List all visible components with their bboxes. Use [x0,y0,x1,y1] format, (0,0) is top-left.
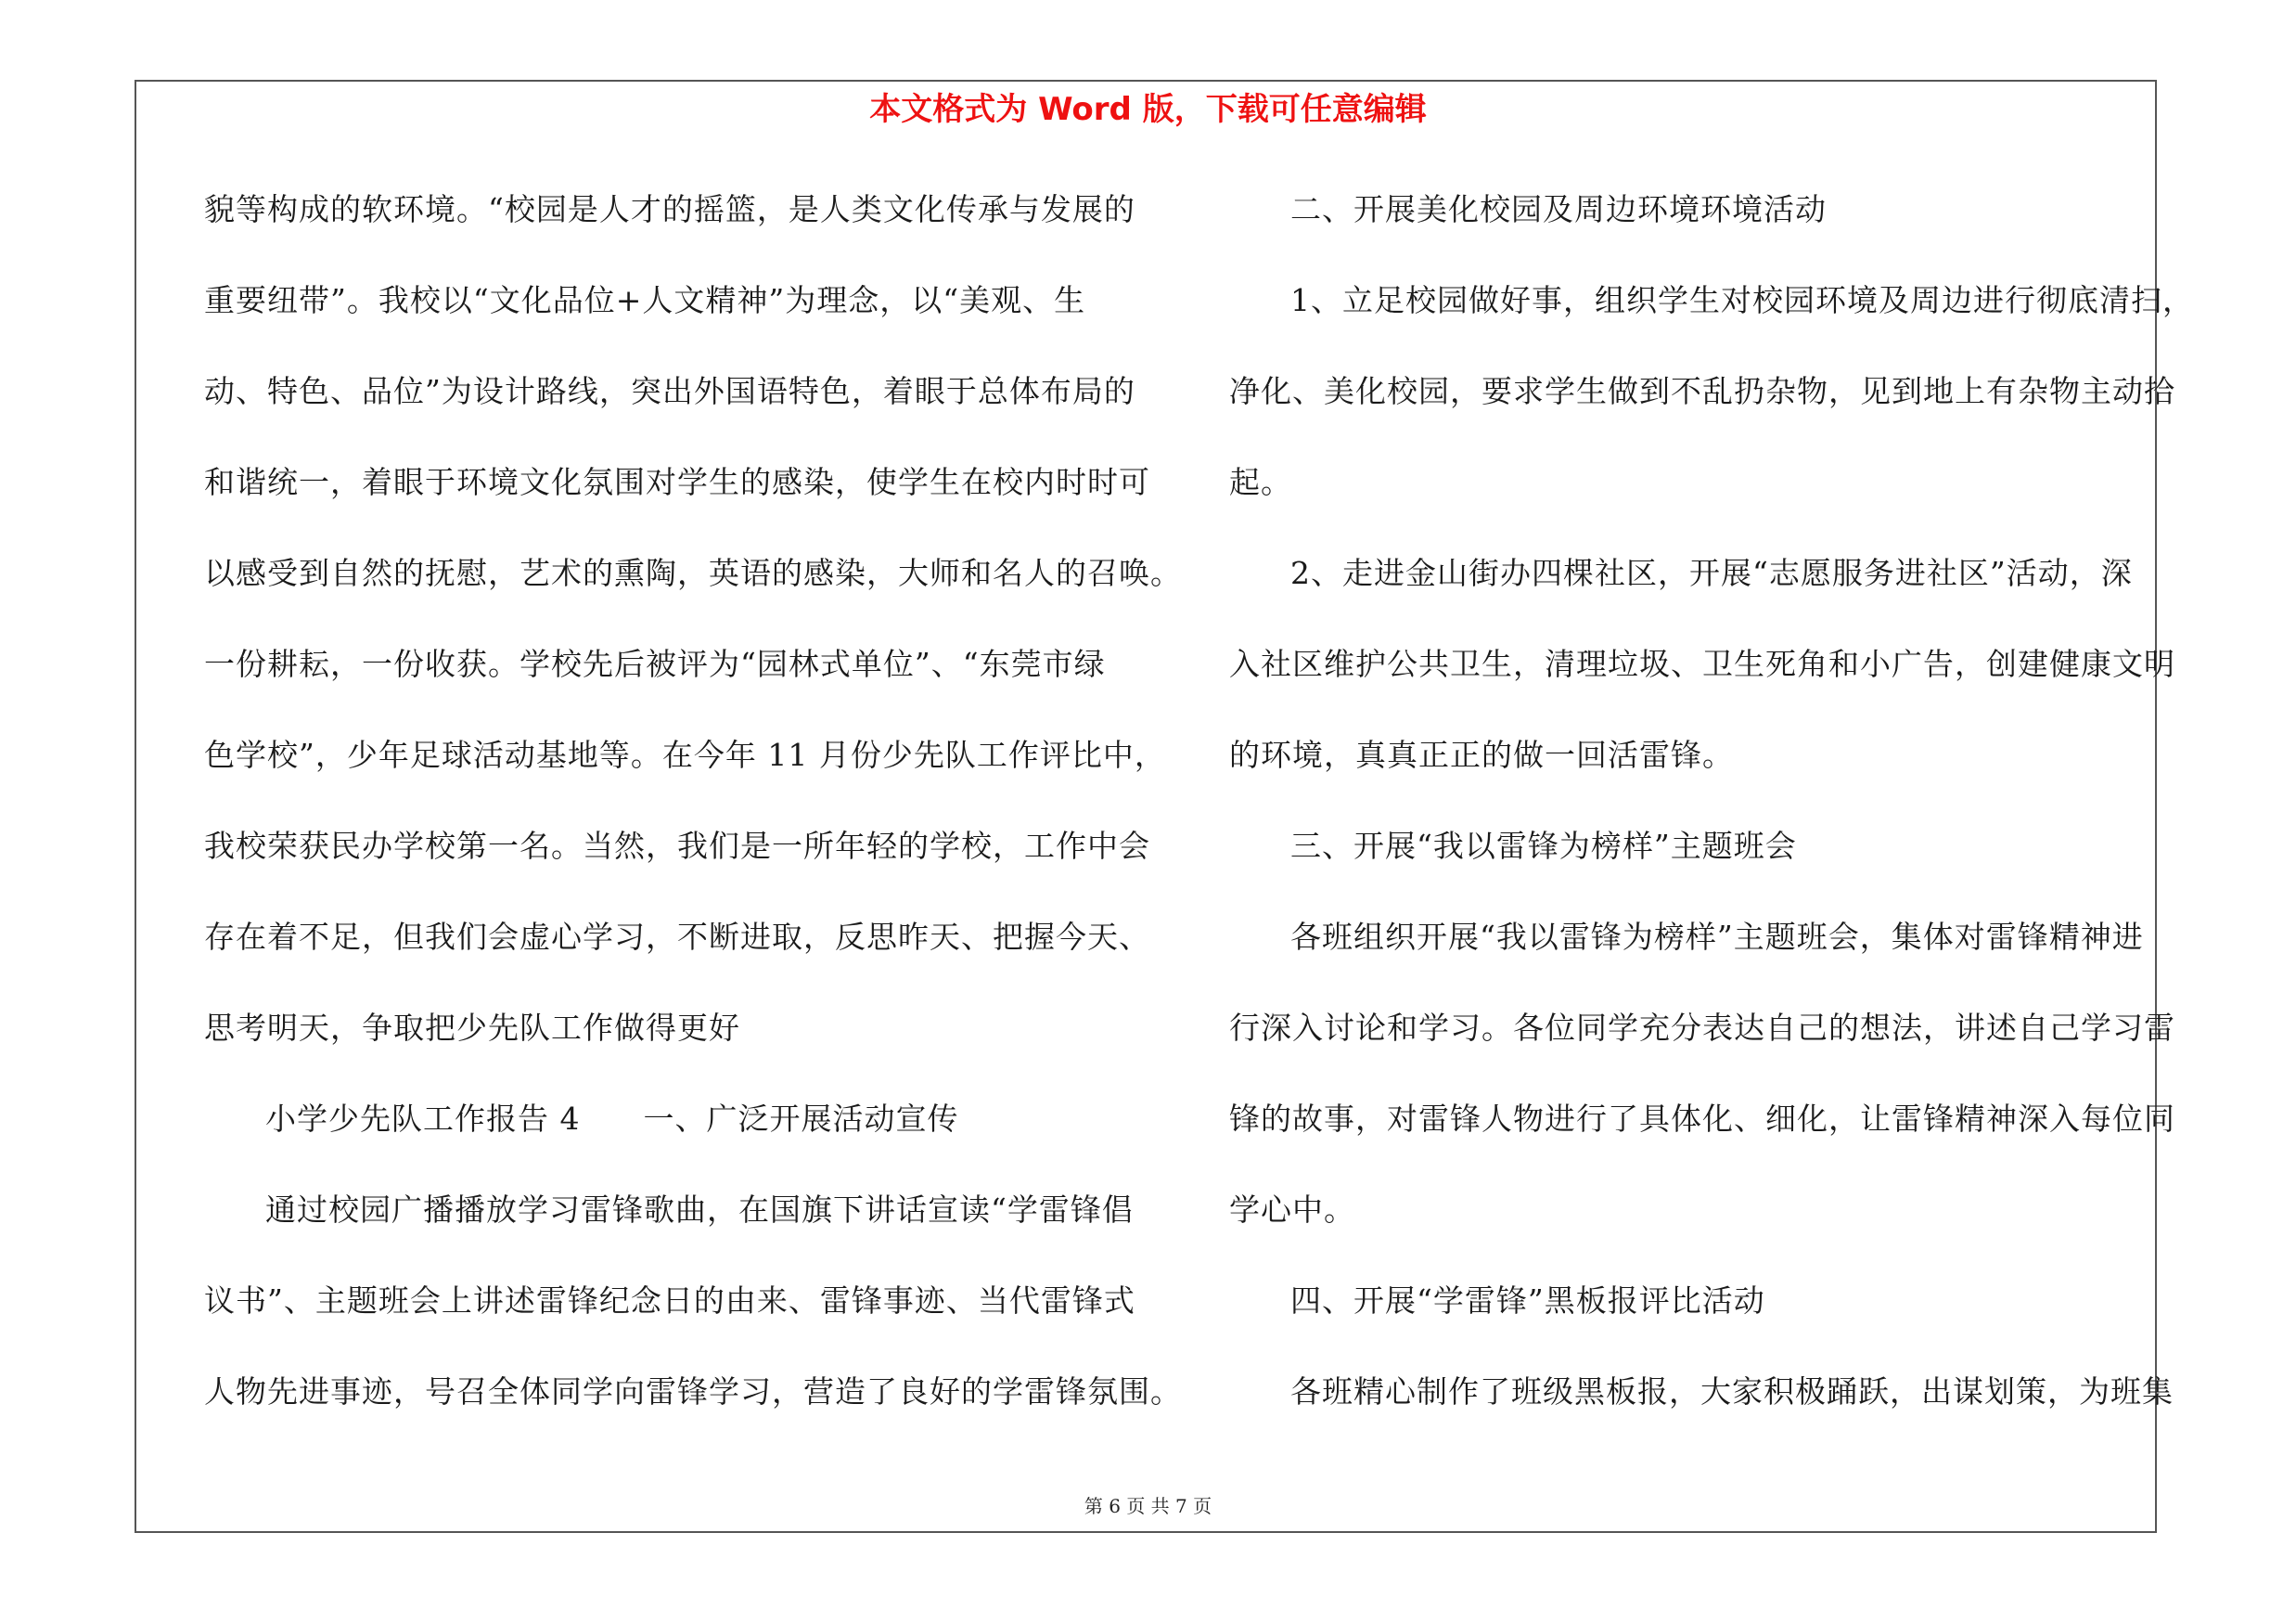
text-line: 动、特色、品位”为设计路线，突出外国语特色，着眼于总体布局的 [204,373,1135,409]
text-line: 一份耕耘，一份收获。学校先后被评为“园林式单位”、“东莞市绿 [204,646,1106,682]
text-line: 入社区维护公共卫生，清理垃圾、卫生死角和小广告，创建健康文明 [1229,646,2175,682]
text-line: 重要纽带”。我校以“文化品位+人文精神”为理念，以“美观、生 [204,282,1086,318]
text-line: 1、立足校园做好事，组织学生对校园环境及周边进行彻底清扫， [1290,282,2194,318]
left-column [204,182,1182,1455]
page-number-footer: 第 6 页 共 7 页 [1084,1495,1212,1517]
text-line: 议书”、主题班会上讲述雷锋纪念日的由来、雷锋事迹、当代雷锋式 [204,1282,1135,1319]
text-line: 学心中。 [1229,1191,1355,1228]
text-line: 我校荣获民办学校第一名。当然，我们是一所年轻的学校，工作中会 [204,828,1150,864]
text-line: 各班组织开展“我以雷锋为榜样”主题班会，集体对雷锋精神进 [1290,919,2144,955]
text-line: 行深入讨论和学习。各位同学充分表达自己的想法，讲述自己学习雷 [1229,1010,2175,1046]
text-line: 人物先进事迹，号召全体同学向雷锋学习，营造了良好的学雷锋氛围。 [204,1373,1182,1410]
text-line: 各班精心制作了班级黑板报，大家积极踊跃，出谋划策，为班集 [1290,1373,2174,1410]
text-line: 以感受到自然的抚慰，艺术的熏陶，英语的感染，大师和名人的召唤。 [204,555,1182,591]
text-line: 二、开展美化校园及周边环境环境活动 [1290,191,1827,227]
text-line: 色学校”，少年足球活动基地等。在今年 11 月份少先队工作评比中， [204,737,1166,773]
right-column [1229,182,2194,1455]
document-header: 本文格式为 Word 版，下载可任意编辑 [869,91,1427,128]
text-line: 和谐统一，着眼于环境文化氛围对学生的感染，使学生在校内时时可 [204,464,1150,500]
text-line: 2、走进金山街办四棵社区，开展“志愿服务进社区”活动，深 [1290,555,2133,591]
text-line: 存在着不足，但我们会虚心学习，不断进取，反思昨天、把握今天、 [204,919,1150,955]
text-line: 的环境，真真正正的做一回活雷锋。 [1229,737,1734,773]
text-line: 小学少先队工作报告 4 一、广泛开展活动宣传 [265,1101,959,1137]
text-line: 通过校园广播播放学习雷锋歌曲，在国旗下讲话宣读“学雷锋倡 [265,1191,1134,1228]
text-line: 净化、美化校园，要求学生做到不乱扔杂物，见到地上有杂物主动拾 [1229,373,2175,409]
text-line: 起。 [1229,464,1292,500]
text-line: 思考明天，争取把少先队工作做得更好 [204,1010,740,1046]
text-line: 锋的故事，对雷锋人物进行了具体化、细化，让雷锋精神深入每位同 [1229,1101,2175,1137]
text-line: 三、开展“我以雷锋为榜样”主题班会 [1290,828,1797,864]
text-line: 貌等构成的软环境。“校园是人才的摇篮，是人类文化传承与发展的 [204,191,1135,227]
text-line: 四、开展“学雷锋”黑板报评比活动 [1290,1282,1765,1319]
